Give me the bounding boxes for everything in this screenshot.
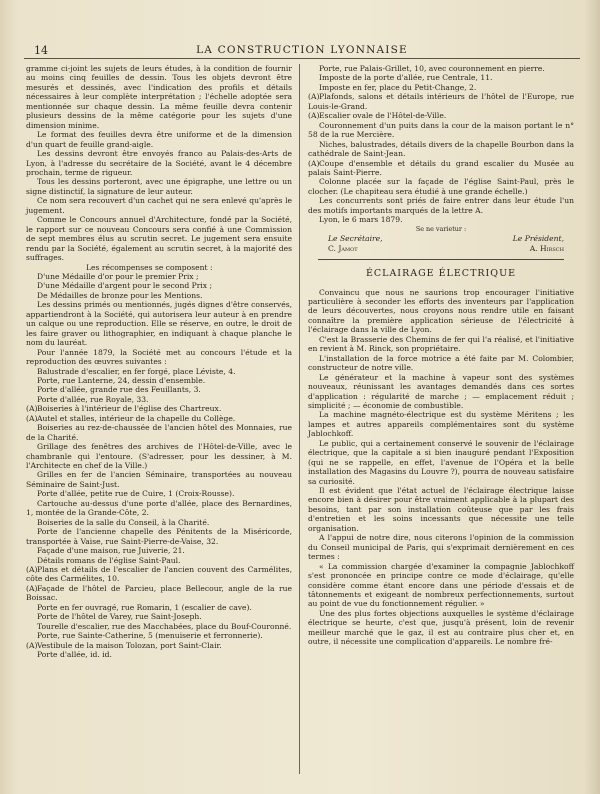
paragraph: L'installation de la force motrice a été faite par M. Colombier, constructeur de notre ville. xyxy=(308,353,574,373)
paragraph: Couronnement d'un puits dans la cour de la maison portant le n° 58 de la rue Mercière. xyxy=(308,120,574,140)
paragraph: Convaincu que nous ne saurions trop encourager l'initiative particulière à seconder les efforts des inventeurs par l'application de leurs découvertes, nous croyons nous rendre utile en faisant connaître la première application sérieuse de l'électricité à l'éclairage dans la ville de Lyon. xyxy=(308,287,574,335)
paragraph: Ce nom sera recouvert d'un cachet qui ne sera enlevé qu'après le jugement. xyxy=(26,196,292,215)
signature-names xyxy=(308,244,574,253)
paragraph: Grilles en fer de l'ancien Séminaire, transportées au nouveau Séminaire de Saint-Just. xyxy=(26,470,292,489)
electric-lighting-article xyxy=(308,288,574,647)
paragraph: Porte, rue Lanterne, 24, dessin d'ensemble. xyxy=(37,375,206,385)
paragraph xyxy=(308,92,574,111)
column-divider xyxy=(299,64,300,774)
paragraph: Colonne placée sur la façade de l'église Saint-Paul, près le clocher. (Le chapiteau sera étudié à une grande échelle.) xyxy=(308,177,574,196)
paragraph: Lyon, le 6 mars 1879. xyxy=(319,215,403,225)
paragraph: Une des plus fortes objections auxquelles le système d'éclairage électrique se heurte, c'est que, jusqu'à présent, loin de revenir meilleur marché que le gaz, il est au contraire plus cher et, en outre, il nécessite une complication d'appareils. Le nombre fré- xyxy=(308,608,574,647)
paragraph xyxy=(26,641,292,650)
paragraph-text: Escalier ovale de l'Hôtel-de-Ville. xyxy=(319,111,447,121)
paragraph-text: Façade de l'hôtel de Parcieu, place Bellecour, angle de la rue Boissac. xyxy=(26,583,292,603)
paragraph: Porte en fer ouvragé, rue Romarin, 1 (escalier de cave). xyxy=(37,602,252,612)
paragraph-text: Vestibule de la maison Tolozan, port Saint-Clair. xyxy=(37,640,222,650)
paragraph-text: Boiseries à l'intérieur de l'église des Chartreux. xyxy=(37,404,222,414)
paragraph xyxy=(308,111,574,120)
av-marker: (A) xyxy=(26,413,38,423)
paragraph: Pour l'année 1879, la Société met au concours l'étude et la reproduction des œuvres suivantes : xyxy=(26,347,292,367)
paragraph xyxy=(26,414,292,423)
paragraph: Tourelle d'escalier, rue des Macchabées, place du Bouf-Couronné. xyxy=(37,621,292,631)
paragraph xyxy=(308,159,574,178)
paragraph: Comme le Concours annuel d'Architecture, fondé par la Société, le rapport sur ce nouveau Concours sera confié à une Commission de sept membres élus au scrutin secret. Le jugement sera ensuite rendu par la Société, également au scrutin secret, à la majorité des suffrages. xyxy=(26,215,292,263)
paragraph: Porte, rue Sainte-Catherine, 5 (menuiserie et ferronnerie). xyxy=(37,631,263,641)
paragraph xyxy=(26,404,292,413)
paragraph-text: Autel et stalles, intérieur de la chapelle du Collège. xyxy=(37,413,236,423)
president-role: Le Président, xyxy=(512,234,564,244)
section-rule xyxy=(318,259,564,260)
paragraph: Le public, qui a certainement conservé le souvenir de l'éclairage électrique, que la capitale a si bien inauguré pendant l'Exposition (qui ne se rappelle, en effet, l'avenue de l'Opéra et la belle installation des Magasins du Louvre ?), pourra de nouveau satisfaire sa curiosité. xyxy=(308,438,574,486)
paragraph: Le format des feuilles devra être uniforme et de la dimension d'un quart de feuille grand-aigle. xyxy=(26,130,292,149)
paragraph: Boiseries de la salle du Conseil, à la Charité. xyxy=(37,517,210,527)
paragraph: Cartouche au-dessus d'une porte d'allée, place des Bernardines, 1, montée de la Grande-Côte, 2. xyxy=(26,498,292,518)
paragraph: Le générateur et la machine à vapeur sont des systèmes nouveaux, réunissant les avantages demandés dans ces sortes d'application : régularité de marche ; — emplacement réduit ; simplicité ; — économie de combustible. xyxy=(308,372,574,410)
paragraph: Porte d'allée, id. id. xyxy=(37,650,112,660)
paragraph: gramme ci-joint les sujets de leurs études, à la condition de fournir au moins cinq feuilles de dessin. Tous les objets devront être mesurés et dessinés, avec l'indication des profils et détails nécessaires à leur complète interprétation ; l'échelle adoptée sera mentionnée sur chaque dessin. La même feuille devra contenir plusieurs dessins de la même catégorie pour les sujets d'une dimension minime. xyxy=(26,64,292,130)
paragraph: Porte de l'hôtel de Varey, rue Saint-Joseph. xyxy=(37,612,202,622)
av-marker: (A) xyxy=(26,640,38,650)
paragraph-text: Plans et détails de l'escalier de l'ancien couvent des Carmélites, côte des Carmélites, 10. xyxy=(26,565,292,584)
paragraph-text: Plafonds, salons et détails intérieurs de l'hôtel de l'Europe, rue Louis-le-Grand. xyxy=(308,92,574,111)
paragraph: A l'appui de notre dire, nous citerons l'opinion de la commission du Conseil municipal de Paris, qui s'exprimait dernièrement en ces termes : xyxy=(308,533,574,562)
av-marker: (A) xyxy=(308,158,320,168)
paragraph: Il est évident que l'état actuel de l'éclairage électrique laisse encore bien à désirer pour être vraiment applicable à la plupart des besoins, tant par son installation coûteuse que par les frais d'entretien et les soins incessants que nécessite une telle organisation. xyxy=(308,486,574,533)
paragraph: Imposte de la porte d'allée, rue Centrale, 11. xyxy=(319,73,493,83)
paragraph: Les dessins devront être envoyés franco au Palais-des-Arts de Lyon, à l'adresse du secrétaire de la Société, avant le 4 décembre prochain, terme de rigueur. xyxy=(26,149,292,177)
running-title: LA CONSTRUCTION LYONNAISE xyxy=(196,44,408,56)
paragraph: Porte d'allée, petite rue de Cuire, 1 (Croix-Rousse). xyxy=(37,489,235,499)
paragraph-text: Coupe d'ensemble et détails du grand escalier du Musée au palais Saint-Pierre. xyxy=(308,158,574,177)
paragraph: Grillage des fenêtres des archives de l'Hôtel-de-Ville, avec le chambranle qui l'entoure. (S'adresser, pour les dessiner, à M. l'Architecte en chef de la Ville.) xyxy=(26,442,292,471)
av-marker: (A) xyxy=(308,92,320,102)
paragraph: Porte, rue Palais-Grillet, 10, avec couronnement en pierre. xyxy=(319,64,545,73)
paragraph: Balustrade d'escalier, en fer forgé, place Léviste, 4. xyxy=(37,366,236,376)
right-column xyxy=(308,64,574,647)
paragraph: « La commission chargée d'examiner la compagnie Jablochkoff s'est prononcée en principe contre ce mode d'éclairage, qu'elle considère comme étant encore dans une période d'essais et de tâtonnements et exigeant de nombreux perfectionnements, surtout au point de vue du fonctionnement régulier. » xyxy=(308,561,574,609)
av-marker: (A) xyxy=(26,565,38,575)
president-name: A. Hirsch xyxy=(529,243,564,253)
paragraph: Niches, balustrades, détails divers de la chapelle Bourbon dans la cathédrale de Saint-Jean. xyxy=(308,139,574,159)
paragraph: Porte de l'ancienne chapelle des Pénitents de la Miséricorde, transportée à Vaise, rue Saint-Pierre-de-Vaise, 32. xyxy=(26,527,292,546)
competition-list-continued xyxy=(308,64,574,225)
paragraph: D'une Médaille d'or pour le premier Prix ; xyxy=(37,271,199,281)
paragraph: De Médailles de bronze pour les Mentions. xyxy=(37,290,203,300)
paragraph: Imposte en fer, place du Petit-Change, 2. xyxy=(319,82,477,92)
page-header xyxy=(24,44,580,59)
paragraph: Boiseries au rez-de-chaussée de l'ancien hôtel des Monnaies, rue de la Charité. xyxy=(26,423,292,442)
av-marker: (A) xyxy=(26,583,38,593)
paragraph: Porte d'allée, grande rue des Feuillants, 3. xyxy=(37,385,201,395)
section-title: ÉCLAIRAGE ÉLECTRIQUE xyxy=(365,268,517,280)
av-marker: (A) xyxy=(308,111,320,121)
paragraph: Détails romans de l'église Saint-Paul. xyxy=(37,555,181,565)
left-column xyxy=(26,64,292,660)
av-marker: (A) xyxy=(26,404,38,414)
paragraph: La machine magnéto-électrique est du système Méritens ; les lampes et autres appareils complémentaires sont du système Jablochkoff. xyxy=(308,410,574,439)
page-edge-shadow xyxy=(584,0,600,794)
paragraph: Tous les dessins porteront, avec une épigraphe, une lettre ou un signe distinctif, la signature de leur auteur. xyxy=(26,177,292,196)
paragraph: Les concurrents sont priés de faire entrer dans leur étude l'un des motifs importants marqués de la lettre A. xyxy=(308,196,574,215)
paragraph: C'est la Brasserie des Chemins de fer qui l'a réalisé, et l'initiative en revient à M. Rinck, son propriétaire. xyxy=(308,334,574,354)
paragraph: Porte d'allée, rue Royale, 33. xyxy=(37,394,149,404)
secretary-role: Le Secrétaire, xyxy=(328,234,383,244)
signature-roles xyxy=(308,234,574,243)
paragraph xyxy=(26,584,292,603)
paragraph: Les récompenses se composent : xyxy=(86,262,213,272)
secretary-name: C. Jamot xyxy=(328,243,358,253)
paragraph: Façade d'une maison, rue Juiverie, 21. xyxy=(37,546,185,556)
page-number: 14 xyxy=(34,44,48,57)
signature-note: Se ne varietur : xyxy=(415,224,467,233)
paragraph xyxy=(26,565,292,584)
paragraph: Les dessins primés ou mentionnés, jugés dignes d'être conservés, appartiendront à la Société, qui autorisera leur auteur à en prendre un calque ou une reproduction. Elle se réserve, en outre, le droit de les faire graver ou lithographier, en indiquant à chaque planche le nom du lauréat. xyxy=(26,300,292,348)
paragraph: D'une Médaille d'argent pour le second Prix ; xyxy=(37,281,213,291)
